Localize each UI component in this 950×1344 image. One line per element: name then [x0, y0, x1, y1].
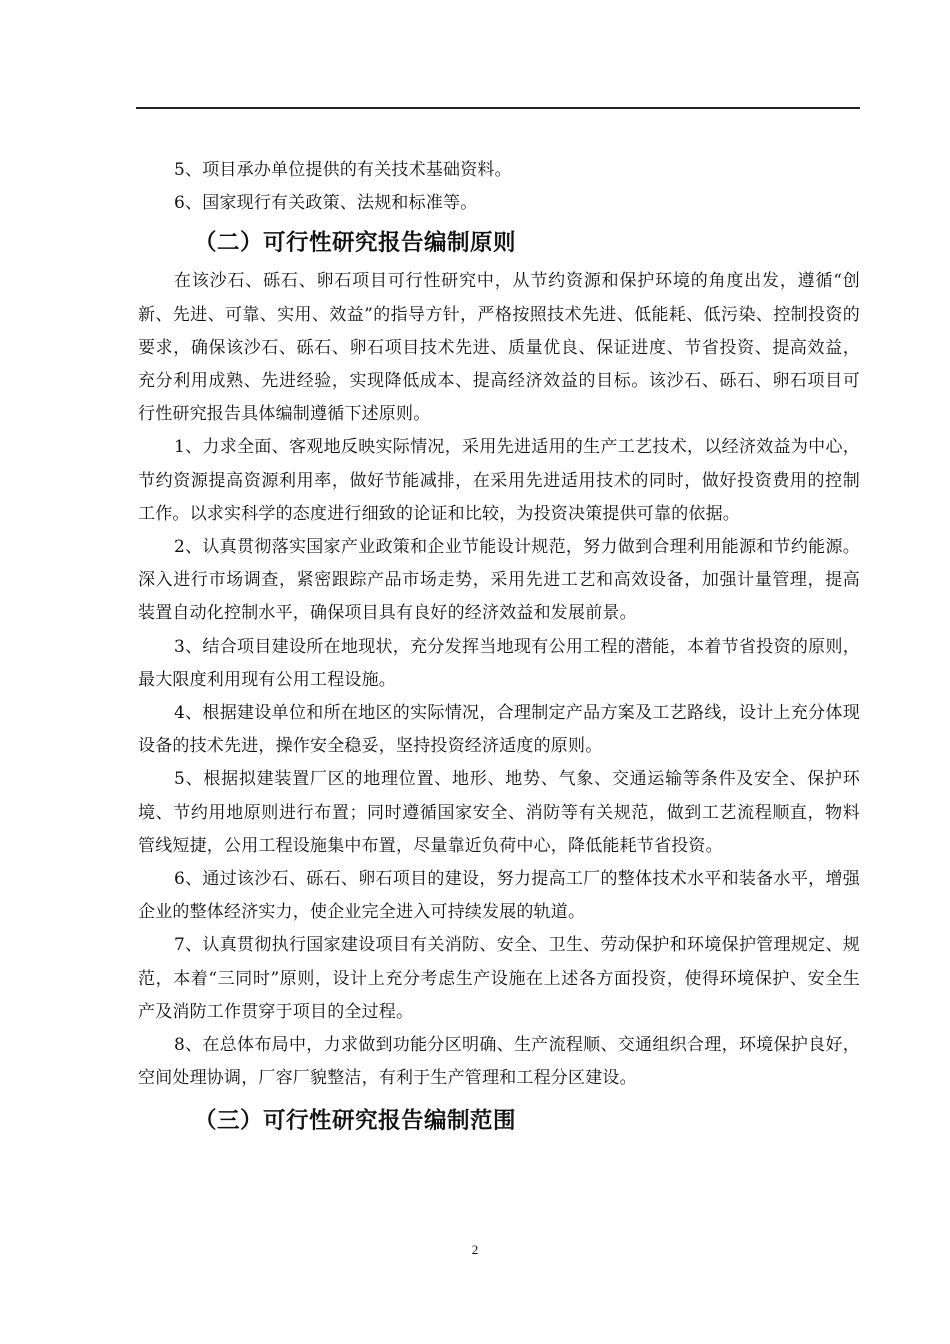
principle-5: 5、根据拟建装置厂区的地理位置、地形、地势、气象、交通运输等条件及安全、保护环境、节约用地原则进行布置；同时遵循国家安全、消防等有关规范，做到工艺流程顺直，物料管线短捷，公用工程设施集中布置，尽量靠近负荷中心，降低能耗节省投资。	[138, 769, 860, 856]
page-number: 2	[471, 1242, 479, 1257]
header-rule	[136, 107, 860, 109]
section-heading-scope: （三）可行性研究报告编制范围	[194, 1108, 517, 1135]
list-item-technical-data: 5、项目承办单位提供的有关技术基础资料。	[174, 160, 512, 180]
principle-3: 3、结合项目建设所在地现状，充分发挥当地现有公用工程的潜能，本着节省投资的原则，最大限度利用现有公用工程设施。	[138, 636, 860, 690]
intro-paragraph: 在该沙石、砾石、卵石项目可行性研究中，从节约资源和保护环境的角度出发，遵循“创新、先进、可靠、实用、效益”的指导方针，严格按照技术先进、低能耗、低污染、控制投资的要求，确保该沙石、砾石、卵石项目技术先进、质量优良、保证进度、节省投资、提高效益，充分利用成熟、先进经验，实现降低成本、提高经济效益的目标。该沙石、砾石、卵石项目可行性研究报告具体编制遵循下述原则。	[138, 271, 860, 425]
list-item-policies: 6、国家现行有关政策、法规和标准等。	[174, 193, 478, 214]
principle-2: 2、认真贯彻落实国家产业政策和企业节能设计规范，努力做到合理利用能源和节约能源。深入进行市场调查，紧密跟踪产品市场走势，采用先进工艺和高效设备，加强计量管理，提高装置自动化控制水平，确保项目具有良好的经济效益和发展前景。	[138, 537, 860, 624]
principle-1: 1、力求全面、客观地反映实际情况，采用先进适用的生产工艺技术，以经济效益为中心，节约资源提高资源利用率，做好节能减排，在采用先进适用技术的同时，做好投资费用的控制工作。以求实科学的态度进行细致的论证和比较，为投资决策提供可靠的依据。	[138, 437, 860, 524]
principle-8: 8、在总体布局中，力求做到功能分区明确、生产流程顺、交通组织合理，环境保护良好，空间处理协调，厂容厂貌整洁，有利于生产管理和工程分区建设。	[138, 1035, 860, 1089]
principle-4: 4、根据建设单位和所在地区的实际情况，合理制定产品方案及工艺路线，设计上充分体现设备的技术先进，操作安全稳妥，坚持投资经济适度的原则。	[138, 703, 860, 757]
document-body	[138, 154, 860, 1143]
principle-6: 6、通过该沙石、砾石、卵石项目的建设，努力提高工厂的整体技术水平和装备水平，增强企业的整体经济实力，使企业完全进入可持续发展的轨道。	[138, 869, 860, 923]
section-heading-principles: （二）可行性研究报告编制原则	[194, 230, 517, 257]
principle-7: 7、认真贯彻执行国家建设项目有关消防、安全、卫生、劳动保护和环境保护管理规定、规范，本着“三同时”原则，设计上充分考虑生产设施在上述各方面投资，使得环境保护、安全生产及消防工作贯穿于项目的全过程。	[138, 935, 860, 1022]
